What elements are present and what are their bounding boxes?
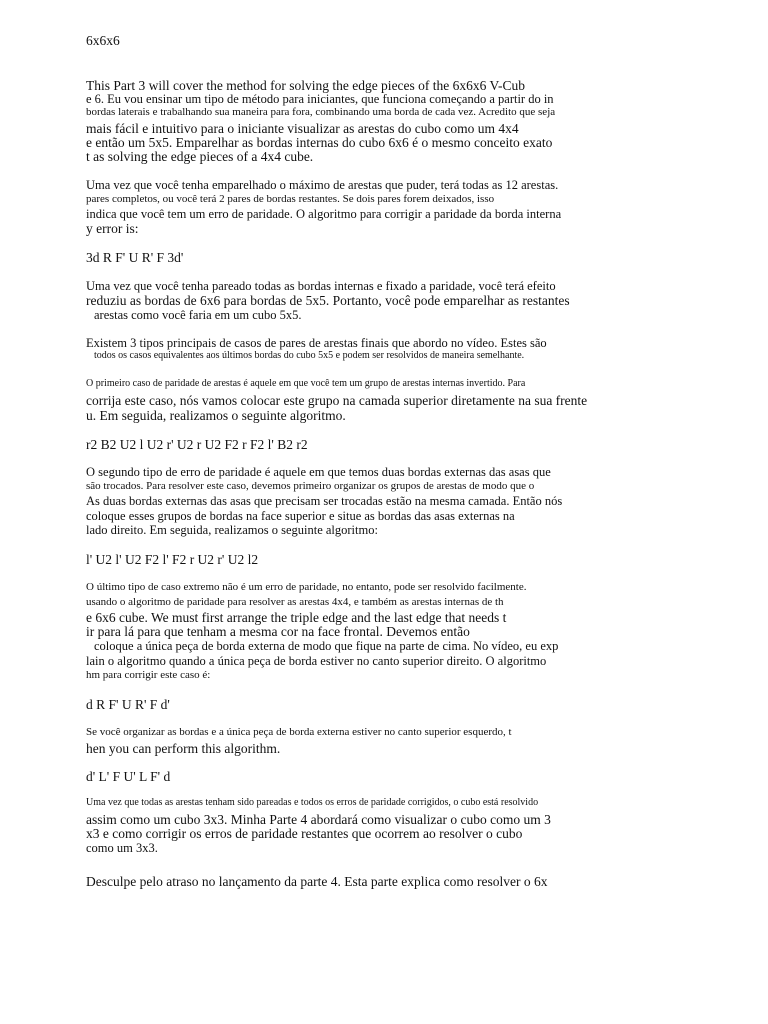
text-line: indica que você tem um erro de paridade. O algoritmo para corrigir a paridade da borda interna <box>86 207 562 221</box>
text-line: como um 3x3. <box>86 841 158 855</box>
text-line: As duas bordas externas das asas que precisam ser trocadas estão na mesma camada. Então nós <box>86 494 563 508</box>
text-line: O segundo tipo de erro de paridade é aquele em que temos duas bordas externas das asas que <box>86 465 551 479</box>
text-line: lado direito. Em seguida, realizamos o seguinte algoritmo: <box>86 523 378 537</box>
text-line: bordas laterais e trabalhando sua maneira para fora, combinando uma borda de cada vez. Acredito que seja <box>86 106 556 118</box>
text-line: usando o algoritmo de paridade para resolver as arestas 4x4, e também as arestas internas de th <box>86 596 504 608</box>
text-line: hm para corrigir este caso é: <box>86 669 211 681</box>
text-line: Se você organizar as bordas e a única peça de borda externa estiver no canto superior esquerdo, t <box>86 726 512 738</box>
algorithm-line: 3d R F' U R' F 3d' <box>86 250 184 265</box>
page-title: 6x6x6 <box>86 33 120 48</box>
text-line: lain o algoritmo quando a única peça de borda estiver no canto superior direito. O algoritmo <box>86 654 547 668</box>
text-line: e 6x6 cube. We must first arrange the triple edge and the last edge that needs t <box>86 610 507 625</box>
text-line: todos os casos equivalentes aos últimos bordas do cubo 5x5 e podem ser resolvidos de maneira semelhante. <box>94 350 525 361</box>
algorithm-line: r2 B2 U2 l U2 r' U2 r U2 F2 r F2 l' B2 r2 <box>86 437 308 452</box>
algorithm-line: d' L' F U' L F' d <box>86 769 171 784</box>
text-line: Desculpe pelo atraso no lançamento da parte 4. Esta parte explica como resolver o 6x <box>86 874 548 889</box>
text-line: t as solving the edge pieces of a 4x4 cube. <box>86 149 314 164</box>
text-line: O primeiro caso de paridade de arestas é aquele em que você tem um grupo de arestas internas invertido. Para <box>86 378 526 389</box>
text-line: e 6. Eu vou ensinar um tipo de método para iniciantes, que funciona começando a partir do in <box>86 92 554 106</box>
text-line: Uma vez que você tenha pareado todas as bordas internas e fixado a paridade, você terá efeito <box>86 279 556 293</box>
text-line: Uma vez que todas as arestas tenham sido pareadas e todos os erros de paridade corrigidos, o cubo está resolvido <box>86 797 539 808</box>
text-line: corrija este caso, nós vamos colocar este grupo na camada superior diretamente na sua frente <box>86 393 588 408</box>
text-line: This Part 3 will cover the method for solving the edge pieces of the 6x6x6 V-Cub <box>86 78 526 93</box>
text-line: mais fácil e intuitivo para o iniciante visualizar as arestas do cubo como um 4x4 <box>86 121 519 136</box>
text-line: hen you can perform this algorithm. <box>86 741 281 756</box>
text-line: ir para lá para que tenham a mesma cor na face frontal. Devemos então <box>86 624 470 639</box>
text-line: Existem 3 tipos principais de casos de pares de arestas finais que abordo no vídeo. Estes são <box>86 336 547 350</box>
text-line: arestas como você faria em um cubo 5x5. <box>94 308 302 322</box>
text-line: reduziu as bordas de 6x6 para bordas de 5x5. Portanto, você pode emparelhar as restantes <box>86 293 570 308</box>
algorithm-line: l' U2 l' U2 F2 l' F2 r U2 r' U2 l2 <box>86 552 259 567</box>
text-line: y error is: <box>86 221 139 236</box>
text-line: Uma vez que você tenha emparelhado o máximo de arestas que puder, terá todas as 12 arestas. <box>86 178 559 192</box>
text-line: u. Em seguida, realizamos o seguinte algoritmo. <box>86 408 346 423</box>
algorithm-line: d R F' U R' F d' <box>86 697 170 712</box>
text-line: e então um 5x5. Emparelhar as bordas internas do cubo 6x6 é o mesmo conceito exato <box>86 135 553 150</box>
text-line: x3 e como corrigir os erros de paridade restantes que ocorrem ao resolver o cubo <box>86 826 523 841</box>
text-line: coloque a única peça de borda externa de modo que fique na parte de cima. No vídeo, eu exp <box>94 639 559 653</box>
text-line: coloque esses grupos de bordas na face superior e situe as bordas das asas externas na <box>86 509 515 523</box>
text-line: assim como um cubo 3x3. Minha Parte 4 abordará como visualizar o cubo como um 3 <box>86 812 551 827</box>
text-line: pares completos, ou você terá 2 pares de bordas restantes. Se dois pares forem deixados, isso <box>86 193 495 205</box>
text-line: são trocados. Para resolver este caso, devemos primeiro organizar os grupos de arestas de modo que o <box>86 480 535 492</box>
text-line: O último tipo de caso extremo não é um erro de paridade, no entanto, pode ser resolvido facilmente. <box>86 581 527 593</box>
